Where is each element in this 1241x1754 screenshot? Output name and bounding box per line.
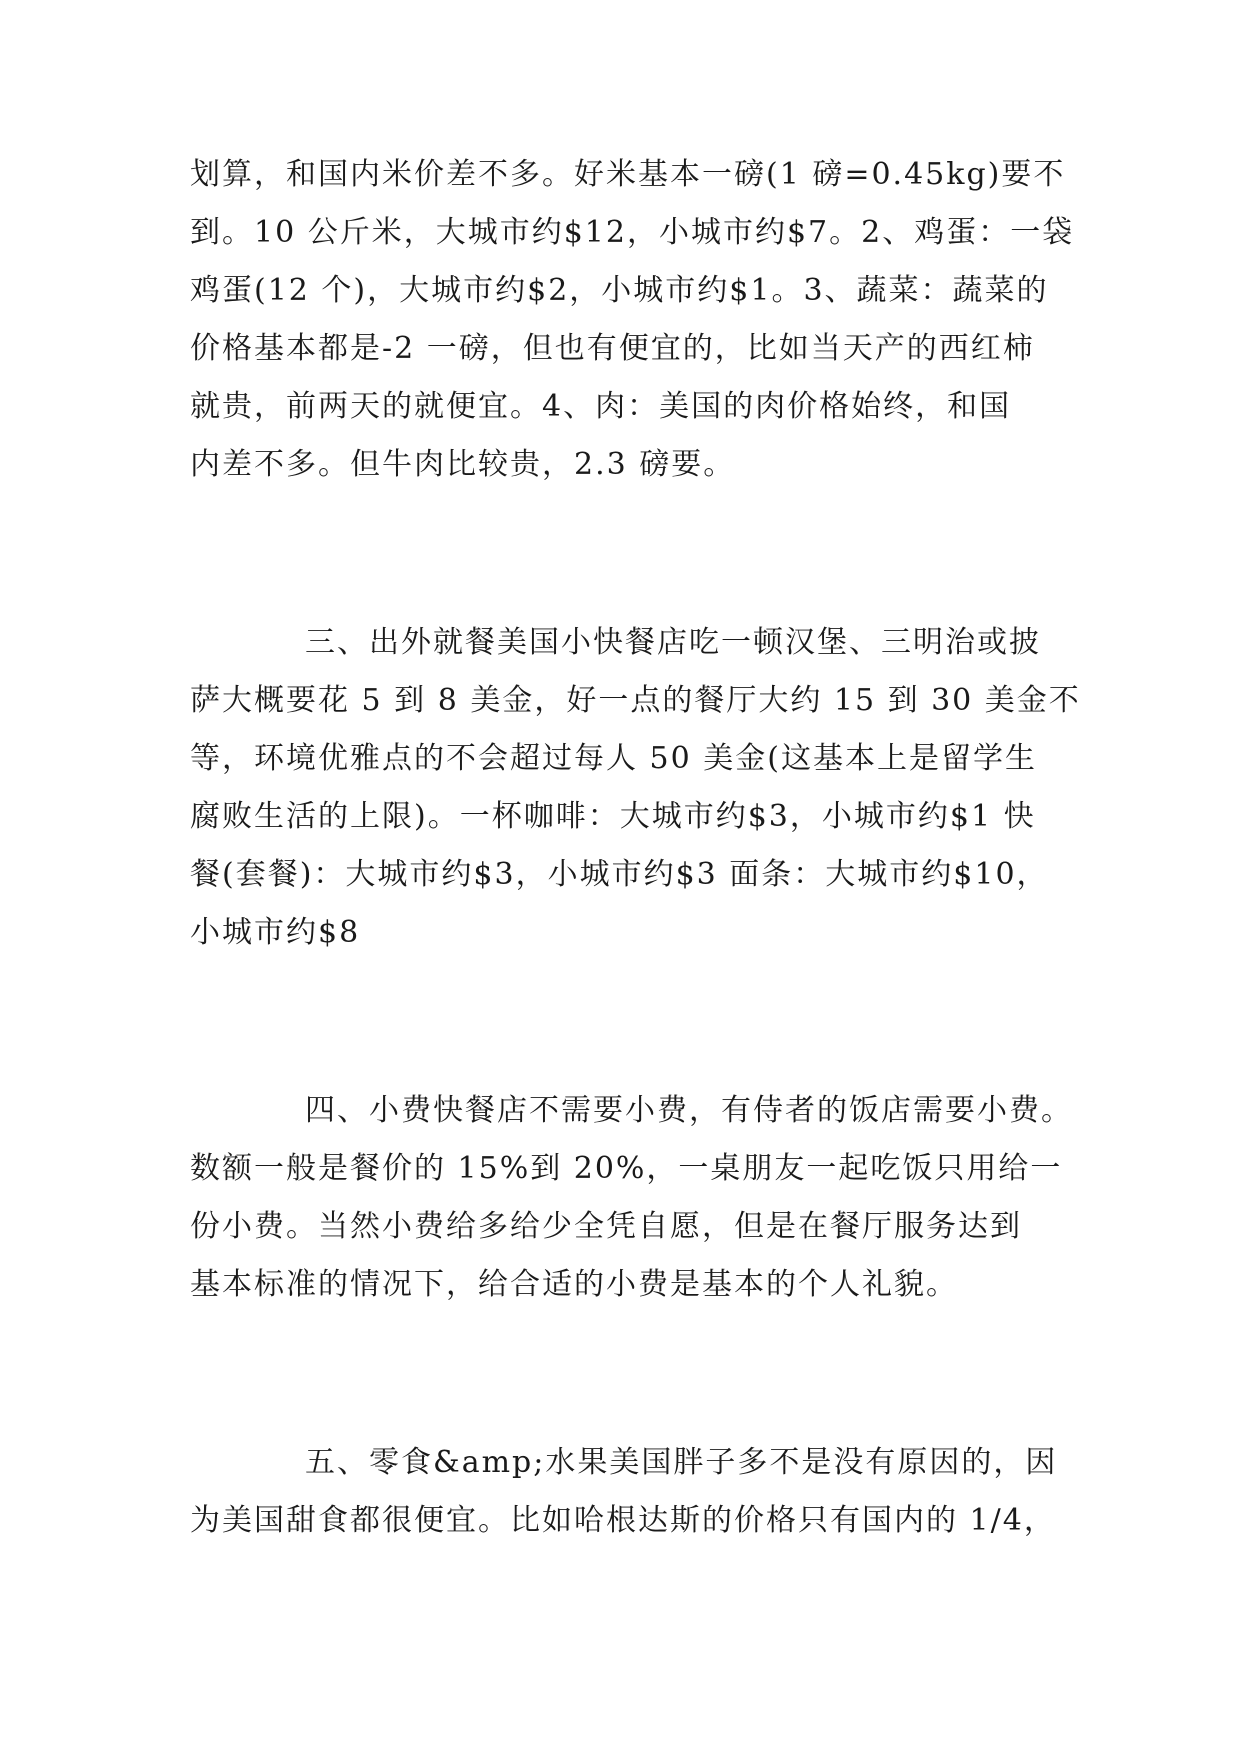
paragraph-3-line-3: 份小费。当然小费给多给少全凭自愿，但是在餐厅服务达到 [190,1209,1022,1244]
paragraph-2-line-6: 小城市约$8 [190,915,361,950]
paragraph-3-line-1: 四、小费快餐店不需要小费，有侍者的饭店需要小费。 [305,1093,1073,1128]
paragraph-1-line-5: 就贵，前两天的就便宜。4、肉：美国的肉价格始终，和国 [190,389,1012,424]
paragraph-4-line-1: 五、零食&amp;水果美国胖子多不是没有原因的，因 [305,1445,1058,1480]
paragraph-1-line-2: 到。10 公斤米，大城市约$12，小城市约$7。2、鸡蛋：一袋 [190,215,1075,250]
paragraph-1-line-3: 鸡蛋(12 个)，大城市约$2，小城市约$1。3、蔬菜：蔬菜的 [190,273,1049,308]
paragraph-1-line-6: 内差不多。但牛肉比较贵，2.3 磅要。 [190,447,736,482]
paragraph-2-line-1: 三、出外就餐美国小快餐店吃一顿汉堡、三明治或披 [305,625,1041,660]
paragraph-3-line-2: 数额一般是餐价的 15%到 20%，一桌朋友一起吃饭只用给一 [190,1151,1063,1186]
paragraph-2-line-5: 餐(套餐)：大城市约$3，小城市约$3 面条：大城市约$10， [190,857,1049,892]
paragraph-2-line-2: 萨大概要花 5 到 8 美金，好一点的餐厅大约 15 到 30 美金不 [190,683,1081,718]
paragraph-1-line-4: 价格基本都是-2 一磅，但也有便宜的，比如当天产的西红柿 [190,331,1035,366]
paragraph-2-line-4: 腐败生活的上限)。一杯咖啡：大城市约$3，小城市约$1 快 [190,799,1036,834]
paragraph-1-line-1: 划算，和国内米价差不多。好米基本一磅(1 磅=0.45kg)要不 [190,157,1066,192]
paragraph-2-line-3: 等，环境优雅点的不会超过每人 50 美金(这基本上是留学生 [190,741,1037,776]
paragraph-4-line-2: 为美国甜食都很便宜。比如哈根达斯的价格只有国内的 1/4， [190,1503,1056,1538]
paragraph-3-line-4: 基本标准的情况下，给合适的小费是基本的个人礼貌。 [190,1267,958,1302]
